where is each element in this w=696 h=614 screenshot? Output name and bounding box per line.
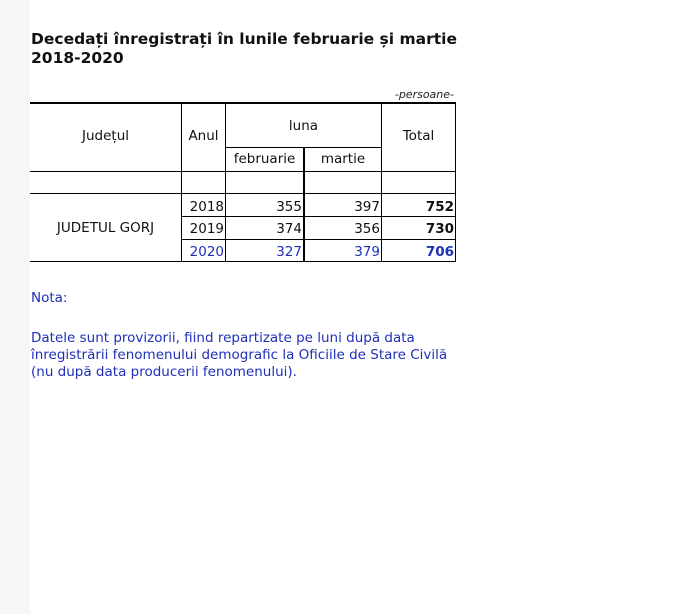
table-line-row2 (181, 239, 456, 240)
row-2019-year: 2019 (189, 221, 224, 237)
note-label: Nota: (31, 290, 68, 306)
row-2020-february: 327 (276, 244, 302, 260)
unit-note: -persoane- (394, 88, 454, 101)
row-2019-march: 356 (354, 221, 380, 237)
note-line-3: (nu după data producerii fenomenului). (31, 364, 297, 380)
header-month-group: luna (288, 118, 319, 134)
header-year: Anul (188, 128, 219, 144)
document-page (30, 0, 696, 614)
header-total: Total (402, 128, 435, 144)
note-line-2: înregistrării fenomenului demografic la Oficiile de Stare Civilă (31, 347, 448, 363)
table-line-header-bottom (30, 171, 456, 172)
row-2019-february: 374 (276, 221, 302, 237)
row-2018-year: 2018 (189, 199, 224, 215)
note-line-1: Datele sunt provizorii, fiind repartizate pe luni după data (31, 330, 415, 346)
page-title: Decedați înregistrați în lunile februarie și martie 2018-2020 (31, 30, 457, 67)
table-line-spacer-bottom (30, 193, 456, 194)
row-2019-total: 730 (425, 221, 454, 237)
county-name: JUDETUL GORJ (56, 220, 155, 236)
row-2020-march: 379 (354, 244, 380, 260)
row-2018-total: 752 (425, 199, 454, 215)
table-col-line-right (455, 102, 456, 262)
row-2018-february: 355 (276, 199, 302, 215)
header-february: februarie (233, 151, 296, 167)
table-col-line-year-left (181, 102, 182, 262)
row-2020-year: 2020 (189, 244, 224, 260)
table-col-line-total-left (381, 102, 382, 262)
table-line-row1 (181, 216, 456, 217)
row-2018-march: 397 (354, 199, 380, 215)
row-2020-total: 706 (425, 244, 454, 260)
header-march: martie (320, 151, 366, 167)
table-border-top (30, 102, 456, 104)
header-county: Județul (81, 128, 129, 144)
table-border-bottom (30, 261, 456, 262)
